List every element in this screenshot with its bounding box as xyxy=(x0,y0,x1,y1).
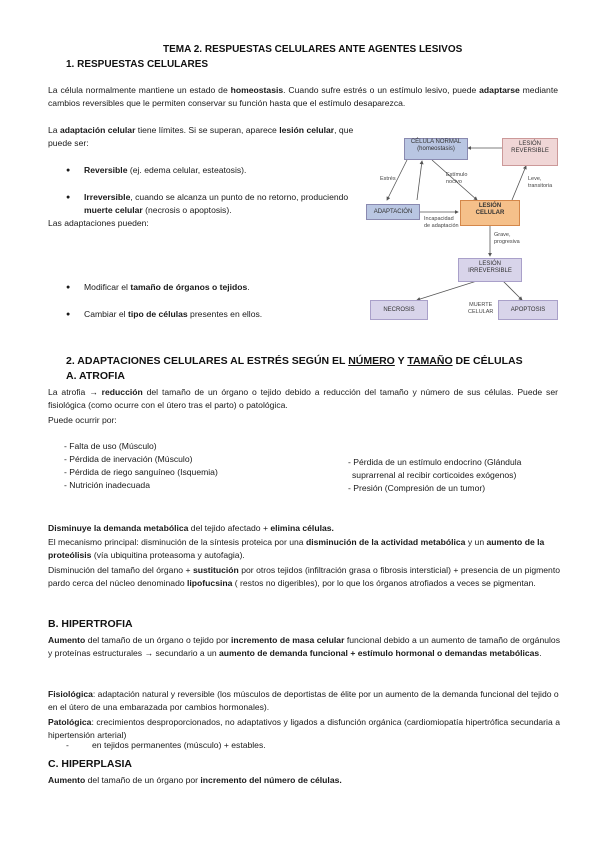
cause-item: - Falta de uso (Músculo) xyxy=(64,441,157,451)
cause-item: - Nutrición inadecuada xyxy=(64,480,150,490)
causes-right-list xyxy=(348,456,568,495)
section-2-heading: 2. ADAPTACIONES CELULARES AL ESTRÉS SEGÚN EL NÚMERO Y TAMAÑO DE CÉLULAS xyxy=(66,355,523,367)
paragraph-homeostasis: La célula normalmente mantiene un estado de homeostasis. Cuando sufre estrés o un estímulo lesivo, puede adaptarse mediante cambios reversibles que le permiten conservar su función hasta que el estímulo desaparezca. xyxy=(48,85,558,108)
bullet-modify-size: ● Modificar el tamaño de órganos o tejidos. xyxy=(84,281,354,294)
paragraph-demanda-metabolica: Disminuye la demanda metabólica del tejido afectado + elimina células. xyxy=(48,523,334,533)
paragraph-atrofia-def: La atrofia → reducción del tamaño de un órgano o tejido debido a reducción del tamaño y número de sus células. Puede ser fisiológica (como ocurre con el útero tras el parto) o patológica. xyxy=(48,387,558,410)
cause-item: - Pérdida de riego sanguíneo (Isquemia) xyxy=(64,467,218,477)
section-1-heading: 1. RESPUESTAS CELULARES xyxy=(66,59,209,70)
label-muerte-celular: MUERTE CELULAR xyxy=(468,302,494,315)
paragraph-mecanismo: El mecanismo principal: disminución de la síntesis proteica por una disminución de la actividad metabólica y un aumento de la proteólisis (vía ubiquitina proteasoma y autofagia). xyxy=(48,537,545,560)
paragraph-puede-ocurrir: Puede ocurrir por: xyxy=(48,415,117,425)
paragraph-hipertrofia-def: Aumento del tamaño de un órgano o tejido por incremento de masa celular funcional debido a un aumento de tamaño de orgánulos y proteínas estructurales → secundario a un aumento de demanda funcional + estímulo hormonal o demandas metabólicas. xyxy=(48,635,560,658)
label-incapacidad: Incapacidad de adaptación xyxy=(424,216,459,229)
paragraph-tejidos-permanentes: - en tejidos permanentes (músculo) + estables. xyxy=(92,739,600,752)
cause-item: - Pérdida de inervación (Músculo) xyxy=(64,454,193,464)
bullet-change-type: ● Cambiar el tipo de células presentes en ellos. xyxy=(84,308,354,321)
subheading-hiperplasia: C. HIPERPLASIA xyxy=(48,758,133,770)
box-celula-normal: CÉLULA NORMAL (homeostasis) xyxy=(404,138,468,160)
cell-response-diagram xyxy=(362,134,562,324)
causes-left-list xyxy=(64,440,334,492)
subheading-hipertrofia: B. HIPERTROFIA xyxy=(48,618,133,630)
subheading-atrofia: A. ATROFIA xyxy=(66,370,125,382)
label-leve-transitoria: Leve, transitoria xyxy=(528,176,553,189)
box-lesion-celular: LESIÓN CELULAR xyxy=(460,200,520,226)
paragraph-adaptation-limits: La adaptación celular tiene límites. Si se superan, aparece lesión celular, que puede ser: xyxy=(48,125,354,148)
label-estimulo-nocivo: Estímulo nocivo xyxy=(446,172,468,185)
paragraph-adaptations-can: Las adaptaciones pueden: xyxy=(48,218,149,228)
cause-item: suprarrenal al recibir corticoides exógenos) xyxy=(352,470,517,480)
box-adaptacion: ADAPTACIÓN xyxy=(366,204,420,220)
bullet-irreversible: ● Irreversible, cuando se alcanza un punto de no retorno, produciendo muerte celular (necrosis o apoptosis). xyxy=(84,191,354,217)
bullet-reversible: ● Reversible (ej. edema celular, esteatosis). xyxy=(84,164,354,177)
paragraph-sustitucion: Disminución del tamaño del órgano + sustitución por otros tejidos (infiltración grasa o fibrosis intersticial) + presencia de un pigmento pardo cerca del núcleo denominado lipofucsina ( restos no digeribles), por lo que los órganos atrofiados a veces se pigmentan. xyxy=(48,565,560,588)
paragraph-patologica: Patológica: crecimientos desproporcionados, no adaptativos y ligados a disfunción orgánica (cardiomiopatía hipertrófica secundaria a hipertensión arterial) xyxy=(48,717,560,740)
paragraph-hiperplasia-def: Aumento del tamaño de un órgano por incremento del número de células. xyxy=(48,775,342,785)
cause-item: - Presión (Compresión de un tumor) xyxy=(348,483,486,493)
box-apoptosis: APOPTOSIS xyxy=(498,300,558,320)
cause-item: - Pérdida de un estímulo endocrino (Glándula xyxy=(348,457,522,467)
box-lesion-irreversible: LESIÓN IRREVERSIBLE xyxy=(458,258,522,282)
label-estres: Estrés xyxy=(380,176,396,182)
page-title: TEMA 2. RESPUESTAS CELULARES ANTE AGENTES LESIVOS xyxy=(163,44,463,55)
box-necrosis: NECROSIS xyxy=(370,300,428,320)
box-lesion-reversible: LESIÓN REVERSIBLE xyxy=(502,138,558,166)
label-grave-progresiva: Grave, progresiva xyxy=(494,232,520,245)
paragraph-fisiologica: Fisiológica: adaptación natural y reversible (los músculos de deportistas de élite por un aumento de la demanda funcional del tejido o en el útero de una embarazada por cambios hormonales). xyxy=(48,689,559,712)
